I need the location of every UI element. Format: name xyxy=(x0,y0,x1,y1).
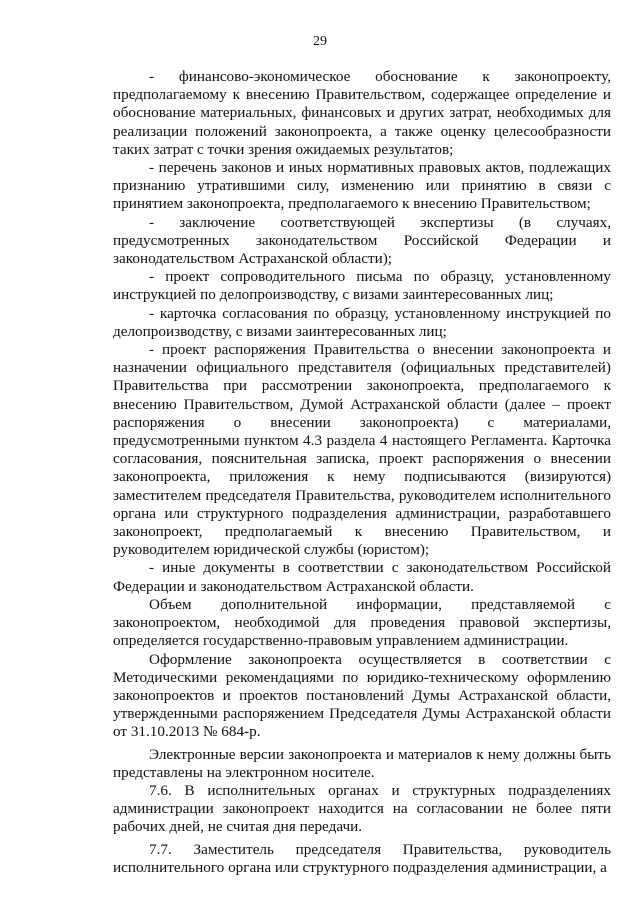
paragraph-laws-list: - перечень законов и иных нормативных правовых актов, подлежащих признанию утратившими силу, изменению или принятию в связи с принятием законопроекта, предполагаемого к внесению Правительством; xyxy=(113,159,611,213)
page-number: 29 xyxy=(313,34,327,49)
paragraph-approval-card: - карточка согласования по образцу, установленному инструкцией по делопроизводству, с визами заинтересованных лиц; xyxy=(113,304,611,340)
paragraph-information-volume: Объем дополнительной информации, представляемой с законопроектом, необходимой для проведения правовой экспертизы, определяется государственно-правовым управлением администрации. xyxy=(113,595,611,650)
paragraph-cover-letter: - проект сопроводительного письма по образцу, установленному инструкцией по делопроизводству, с визами заинтересованных лиц; xyxy=(113,268,611,304)
document-body xyxy=(113,68,611,877)
paragraph-expert-conclusion: - заключение соответствующей экспертизы (в случаях, предусмотренных законодательством Российской Федерации и законодательством Астраханской области); xyxy=(113,213,611,268)
paragraph-formatting: Оформление законопроекта осуществляется в соответствии с Методическими рекомендациями по юридико-техническому оформлению законопроектов и проектов постановлений Думы Астраханской области, утвержденными распоряжением Председателя Думы Астраханской области от 31.10.2013 № 684-р. xyxy=(113,650,611,741)
paragraph-7-6: 7.6. В исполнительных органах и структурных подразделениях администрации законопроект находится на согласовании не более пяти рабочих дней, не считая дня передачи. xyxy=(113,781,611,836)
paragraph-electronic-versions: Электронные версии законопроекта и материалов к нему должны быть представлены на электронном носителе. xyxy=(113,745,611,781)
paragraph-7-7: 7.7. Заместитель председателя Правительства, руководитель исполнительного органа или структурного подразделения администрации, а xyxy=(113,840,611,876)
paragraph-financial-justification: - финансово-экономическое обоснование к законопроекту, предполагаемому к внесению Правительством, содержащее определение и обоснование материальных, финансовых и других затрат, необходимых для реализации положений законопроекта, а также оценку целесообразности таких затрат с точки зрения ожидаемых результатов; xyxy=(113,68,611,158)
paragraph-other-documents: - иные документы в соответствии с законодательством Российской Федерации и законодательством Астраханской области. xyxy=(113,559,611,595)
paragraph-order-draft: - проект распоряжения Правительства о внесении законопроекта и назначении официального представителя (официальных представителей) Правительства при рассмотрении законопроекта, предполагаемого к внесению Правительством, Думой Астраханской области (далее – проект распоряжения о внесении законопроекта) с материалами, предусмотренными пунктом 4.3 раздела 4 настоящего Регламента. Карточка согласования, пояснительная записка, проект распоряжения о внесении законопроекта, приложения к нему подписываются (визируются) заместителем председателя Правительства, руководителем исполнительного органа или структурного подразделения администрации, разработавшего законопроект, предполагаемый к внесению Правительством, и руководителем юридической службы (юристом); xyxy=(113,341,611,559)
